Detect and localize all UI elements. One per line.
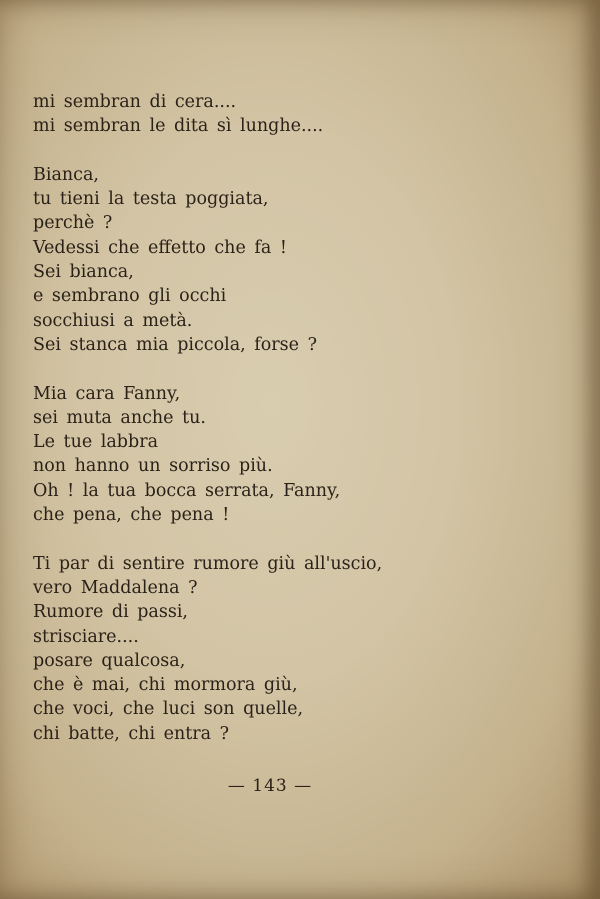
poem-line: e sembrano gli occhi: [33, 286, 227, 307]
poem-line: posare qualcosa,: [33, 650, 186, 671]
poem-line: Le tue labbra: [33, 432, 158, 453]
poem-line: vero Maddalena ?: [33, 577, 198, 598]
stanza-1: [33, 90, 573, 139]
poem-line: non hanno un sorriso più.: [33, 456, 273, 477]
poem-line: Rumore di passi,: [33, 602, 188, 623]
poem-line: Vedessi che effetto che fa !: [33, 237, 287, 258]
poem-line: perchè ?: [33, 213, 113, 234]
poem-line: Bianca,: [33, 164, 99, 185]
poem-line: Sei stanca mia piccola, forse ?: [33, 334, 317, 355]
poem-line: Mia cara Fanny,: [33, 383, 181, 404]
poem-line: Oh ! la tua bocca serrata, Fanny,: [33, 480, 341, 501]
stanza-2: [33, 163, 573, 357]
poem-line: chi batte, chi entra ?: [33, 723, 230, 744]
poem-line: sei muta anche tu.: [33, 407, 206, 428]
poem-line: mi sembran di cera....: [33, 92, 237, 112]
poem-line: strisciare....: [33, 626, 139, 647]
poem-line: tu tieni la testa poggiata,: [33, 189, 269, 210]
poem-line: mi sembran le dita sì lunghe....: [33, 116, 324, 137]
poem-line: che pena, che pena !: [33, 505, 230, 526]
page-number: — 143 —: [227, 776, 313, 796]
poem-line: socchiusi a metà.: [33, 310, 193, 331]
poem-line: che è mai, chi mormora giù,: [33, 675, 298, 696]
stanza-4: [33, 552, 573, 746]
poem-line: Sei bianca,: [33, 262, 134, 283]
poem-line: che voci, che luci son quelle,: [33, 699, 304, 720]
poem-text: [33, 90, 573, 770]
stanza-3: [33, 382, 573, 528]
poem-line: Ti par di sentire rumore giù all'uscio,: [33, 553, 383, 574]
